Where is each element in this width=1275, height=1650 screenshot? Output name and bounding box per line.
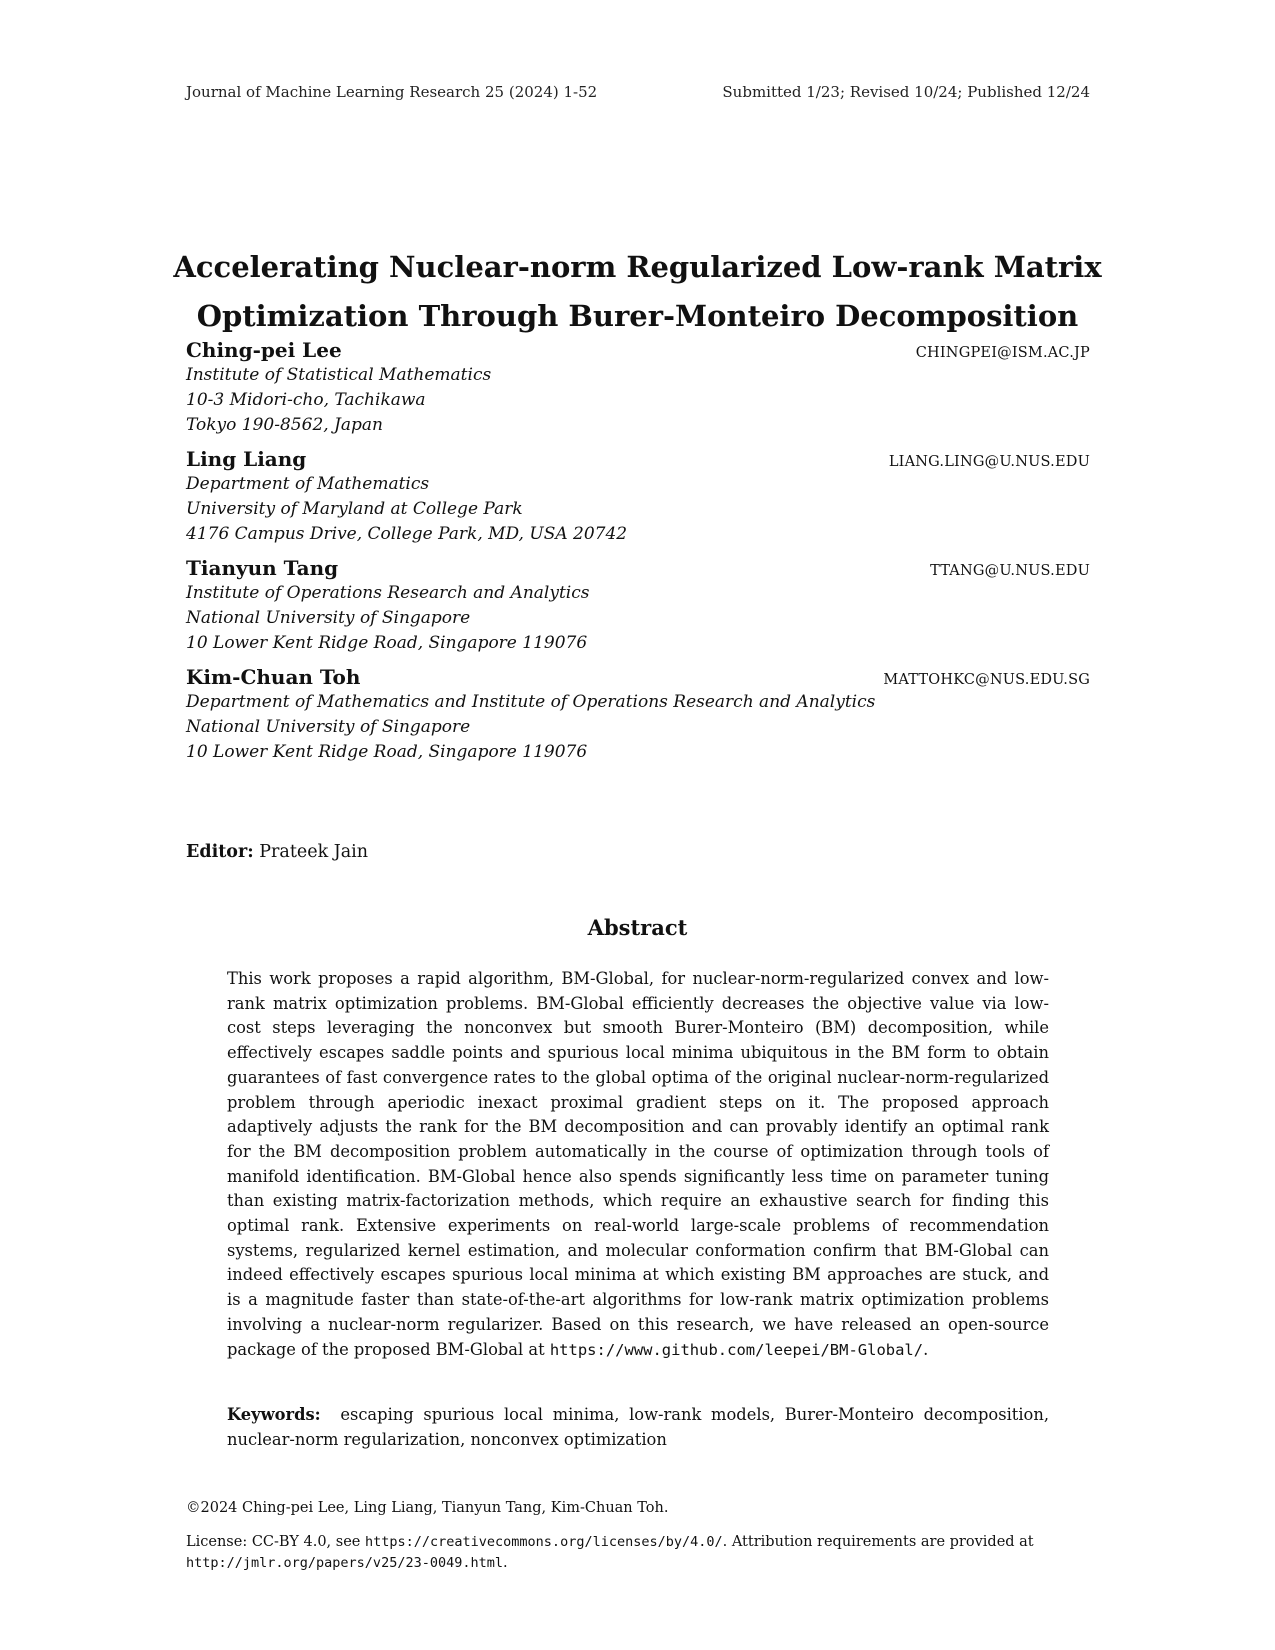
affiliation-line: National University of Singapore <box>186 717 471 737</box>
author-name: Ching-pei Lee <box>186 338 342 362</box>
author-name: Tianyun Tang <box>186 556 339 580</box>
author-block <box>186 337 1090 438</box>
author-name: Kim-Chuan Toh <box>186 665 361 689</box>
license-link[interactable]: https://creativecommons.org/licenses/by/4.0/ <box>365 1534 723 1550</box>
keywords <box>227 1403 1049 1452</box>
affiliation-line: Institute of Statistical Mathematics <box>186 365 492 385</box>
abstract-heading: Abstract <box>587 915 688 940</box>
running-header <box>186 83 1090 101</box>
abstract-body <box>227 967 1049 1362</box>
author-email[interactable]: TTANG@U.NUS.EDU <box>930 563 1090 579</box>
journal-info: Journal of Machine Learning Research 25 (2024) 1-52 <box>186 83 598 101</box>
author-name: Ling Liang <box>186 447 307 471</box>
affiliation-line: National University of Singapore <box>186 608 471 628</box>
github-link[interactable]: https://www.github.com/leepei/BM-Global/ <box>549 1340 924 1359</box>
abstract-end: . <box>923 1339 929 1359</box>
affiliation-line: Institute of Operations Research and Analytics <box>186 583 590 603</box>
keywords-text: escaping spurious local minima, low-rank models, Burer-Monteiro decomposition, nuclear-norm regularization, nonconvex optimization <box>227 1405 1049 1449</box>
license-end: . <box>502 1555 508 1571</box>
editor-line <box>186 842 368 862</box>
affiliation-line: 10 Lower Kent Ridge Road, Singapore 119076 <box>186 633 588 653</box>
editor-label: Editor: <box>186 842 254 862</box>
keywords-label: Keywords: <box>227 1405 321 1424</box>
affiliation-line: 10 Lower Kent Ridge Road, Singapore 119076 <box>186 742 588 762</box>
affiliation-line: Tokyo 190-8562, Japan <box>186 415 383 435</box>
author-email[interactable]: CHINGPEI@ISM.AC.JP <box>915 345 1090 361</box>
editor-name: Prateek Jain <box>259 842 369 862</box>
author-block <box>186 664 1090 765</box>
copyright-notice: ©2024 Ching-pei Lee, Ling Liang, Tianyun Tang, Kim-Chuan Toh. <box>186 1500 669 1516</box>
author-email[interactable]: LIANG.LING@U.NUS.EDU <box>888 454 1090 470</box>
affiliation-line: 10-3 Midori-cho, Tachikawa <box>186 390 426 410</box>
affiliation-line: Department of Mathematics and Institute of Operations Research and Analytics <box>186 692 876 712</box>
paper-title <box>140 243 1135 341</box>
license-notice <box>186 1532 1090 1574</box>
publication-dates: Submitted 1/23; Revised 10/24; Published 12/24 <box>722 83 1090 101</box>
author-block <box>186 555 1090 656</box>
author-email[interactable]: MATTOHKC@NUS.EDU.SG <box>883 672 1090 688</box>
author-block <box>186 446 1090 547</box>
title-line-1: Accelerating Nuclear-norm Regularized Low-rank Matrix <box>173 250 1102 284</box>
abstract-text: This work proposes a rapid algorithm, BM-Global, for nuclear-norm-regularized convex and low-rank matrix optimization problems. BM-Global efficiently decreases the objective value via low-cost steps leveraging the nonconvex but smooth Burer-Monteiro (BM) decomposition, while effectively escapes saddle points and spurious local minima ubiquitous in the BM form to obtain guarantees of fast convergence rates to the global optima of the original nuclear-norm-regularized problem through aperiodic inexact proximal gradient steps on it. The proposed approach adaptively adjusts the rank for the BM decomposition and can provably identify an optimal rank for the BM decomposition problem automatically in the course of optimization through tools of manifold identification. BM-Global hence also spends significantly less time on parameter tuning than existing matrix-factorization methods, which require an exhaustive search for finding this optimal rank. Extensive experiments on real-world large-scale problems of recommendation systems, regularized kernel estimation, and molecular conformation confirm that BM-Global can indeed effectively escapes spurious local minima at which existing BM approaches are stuck, and is a magnitude faster than state-of-the-art algorithms for low-rank matrix optimization problems involving a nuclear-norm regularizer. Based on this research, we have released an open-source package of the proposed BM-Global at <box>227 969 1049 1359</box>
affiliation-line: Department of Mathematics <box>186 474 430 494</box>
license-mid: . Attribution requirements are provided at <box>722 1534 1034 1550</box>
affiliation-line: 4176 Campus Drive, College Park, MD, USA 20742 <box>186 524 628 544</box>
title-line-2: Optimization Through Burer-Monteiro Decomposition <box>196 299 1079 333</box>
affiliation-line: University of Maryland at College Park <box>186 499 523 519</box>
license-prefix: License: CC-BY 4.0, see <box>186 1534 361 1550</box>
paper-link[interactable]: http://jmlr.org/papers/v25/23-0049.html <box>186 1555 503 1571</box>
